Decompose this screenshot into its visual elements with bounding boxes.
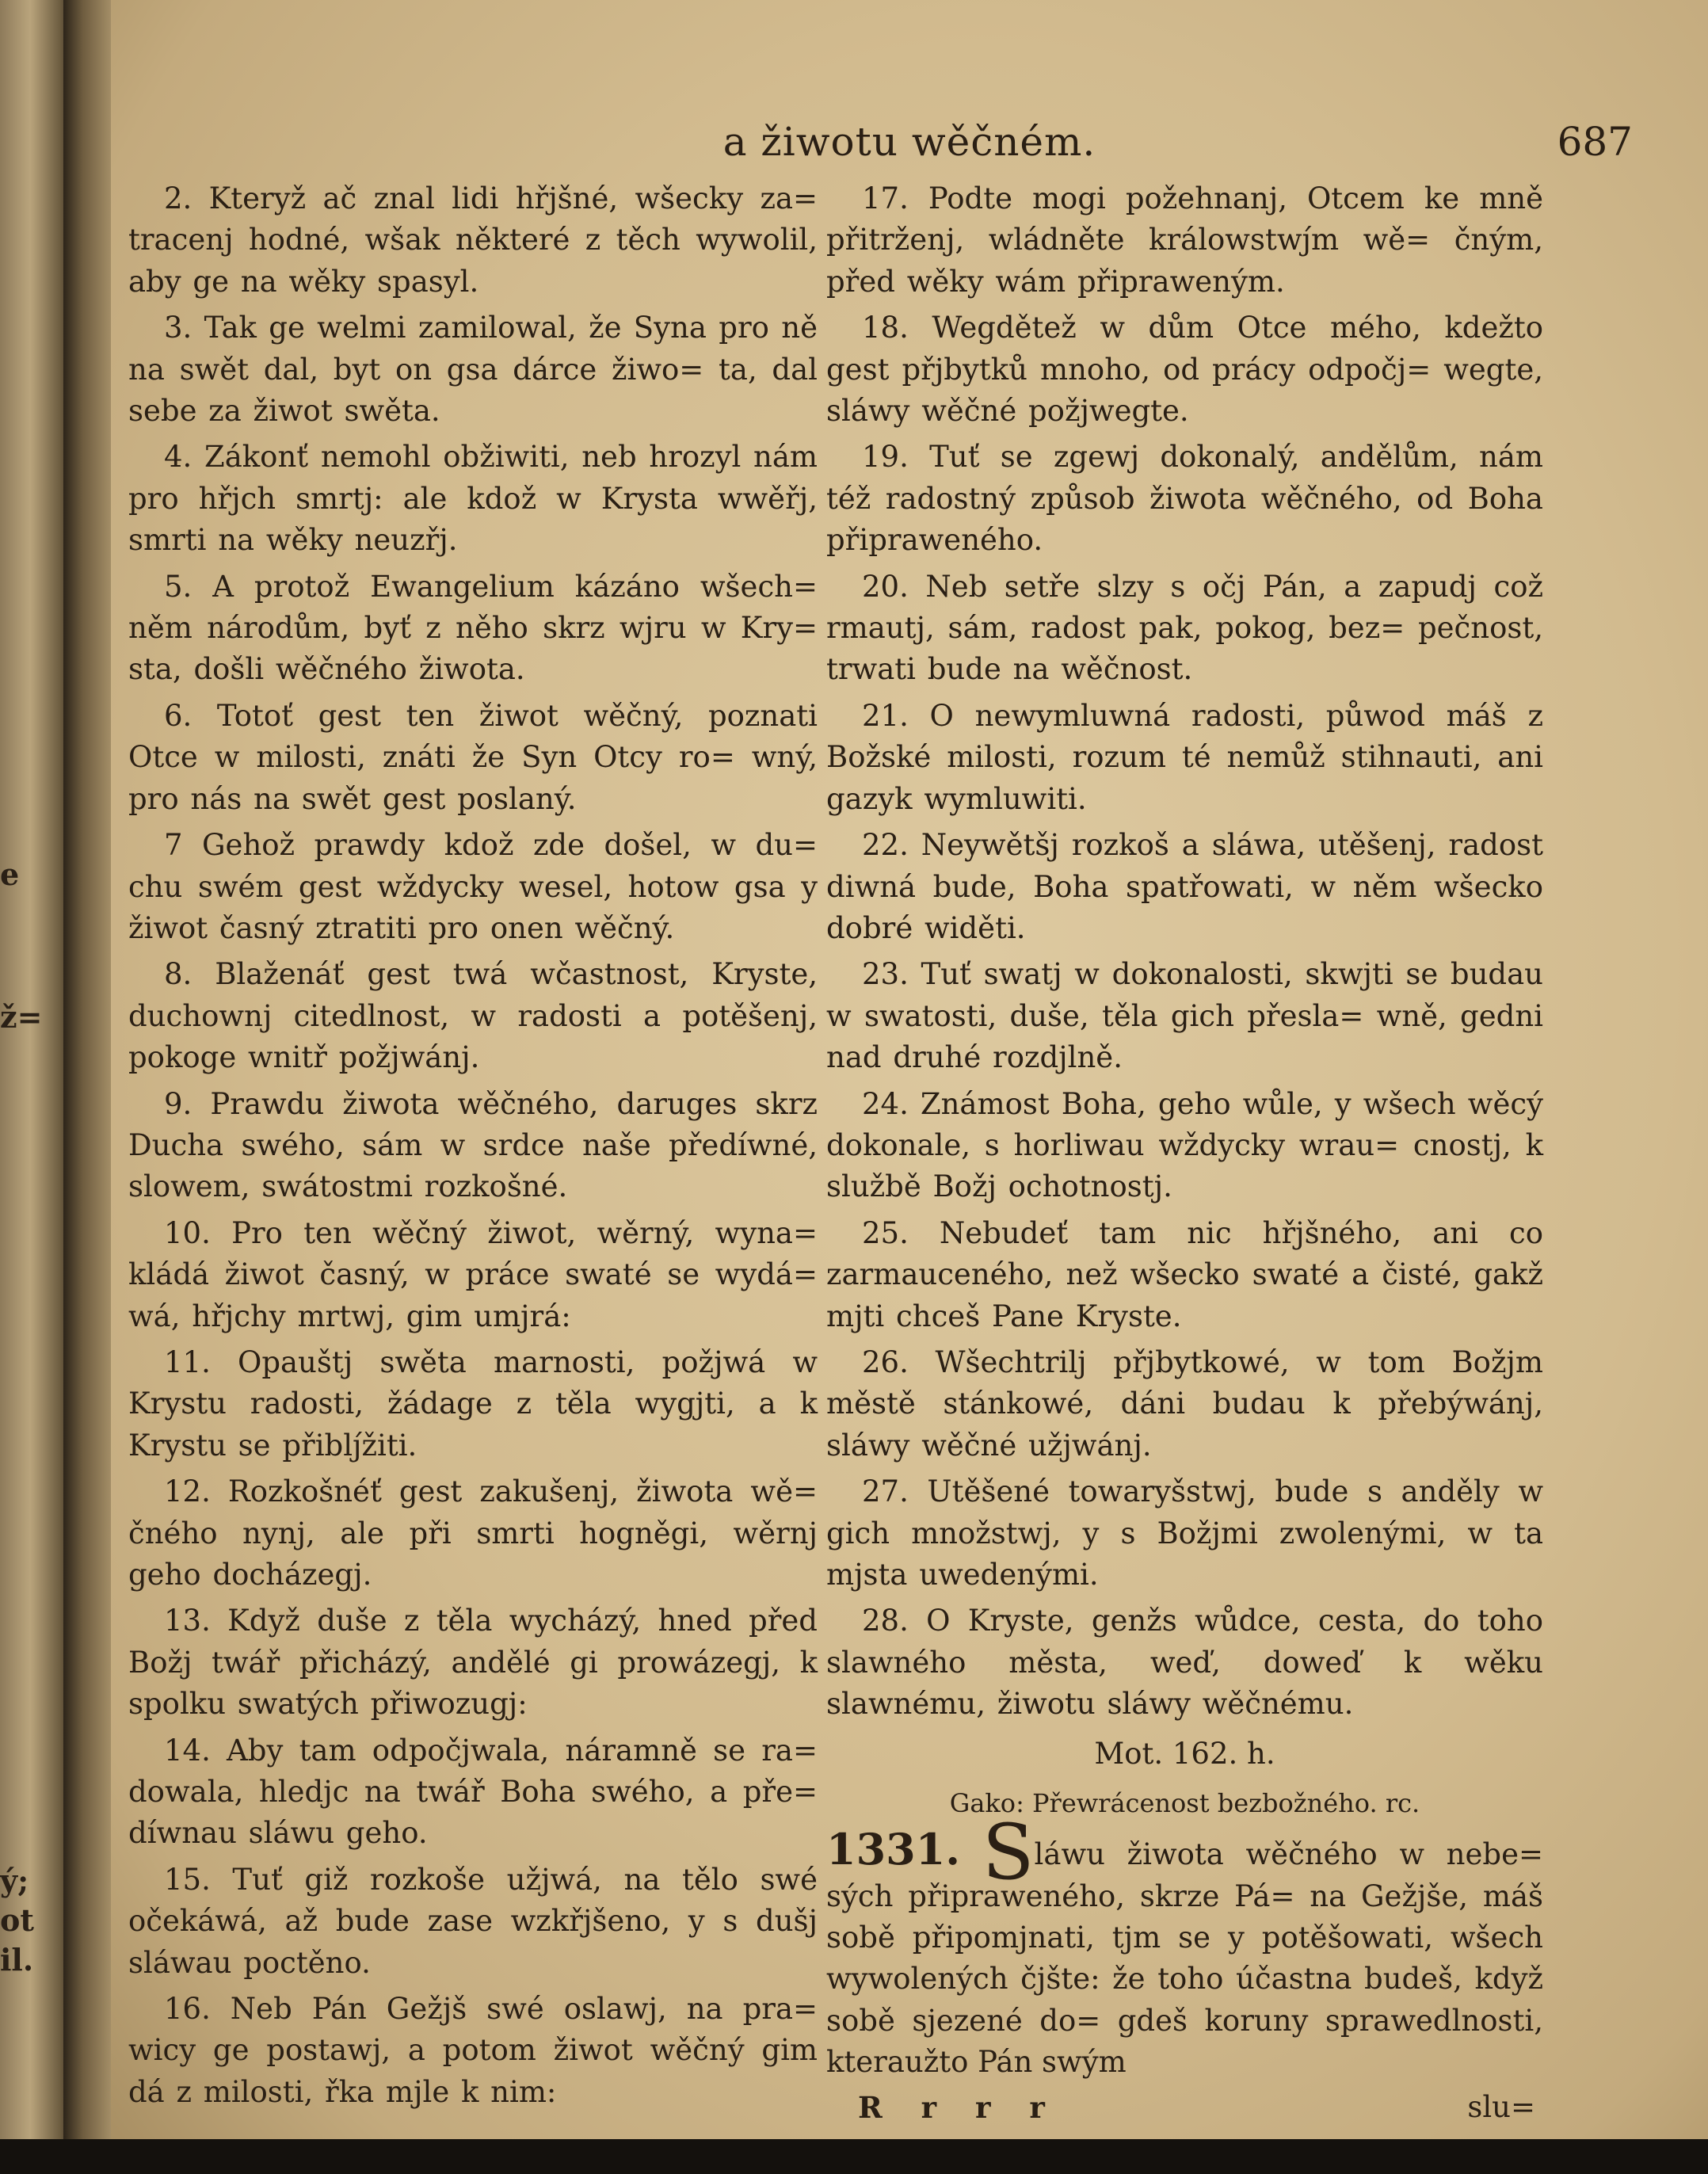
hymn-number: 1331. xyxy=(826,1823,961,1875)
verse: 12. Rozkošnéť gest zakušenj, žiwota wě= čného nynj, ale při smrti hogněgi, wěrnj geho docházegj. xyxy=(128,1474,818,1592)
margin-fragment: il. xyxy=(0,1942,34,1978)
verse: 22. Neywětšj rozkoš a sláwa, utěšenj, radost diwná bude, Boha spatřowati, w něm wšecko dobré widěti. xyxy=(826,828,1543,945)
verse: 20. Neb setře slzy s očj Pán, a zapudj což rmautj, sám, radost pak, pokog, bez= pečnost, trwati bude na wěčnost. xyxy=(826,569,1543,687)
left-column xyxy=(128,178,818,2118)
verse: 5. A protož Ewangelium kázáno wšech= něm národům, byť z něho skrz wjru w Kry= sta, došli wěčného žiwota. xyxy=(128,569,818,687)
verse: 10. Pro ten wěčný žiwot, wěrný, wyna= kládá žiwot časný, w práce swaté se wydá= wá, hřjchy mrtwj, gim umjrá: xyxy=(128,1215,818,1333)
signature-mark: R r r r xyxy=(858,2089,1059,2125)
scan-background xyxy=(0,2139,1708,2174)
book-page xyxy=(111,0,1708,2139)
running-title: a žiwotu wěčném. xyxy=(722,119,1096,165)
page-number: 687 xyxy=(1557,119,1633,165)
verse: 17. Podte mogi požehnanj, Otcem ke mně přitrženj, wládněte králowstwj́m wě= čným, před wěky wám připraweným. xyxy=(826,181,1543,299)
verse: 23. Tuť swatj w dokonalosti, skwjti se budau w swatosti, duše, těla gich přesla= wně, gedni nad druhé rozdjlně. xyxy=(826,957,1543,1075)
verse: 9. Prawdu žiwota wěčného, daruges skrz Ducha swého, sám w srdce naše předíwné, slowem, swátostmi rozkošné. xyxy=(128,1086,818,1204)
margin-fragment: e xyxy=(0,856,20,892)
verse: 27. Utěšené towaryšstwj, bude s anděly w gich množstwj, y s Božjmi zwolenými, w ta mjsta uwedenými. xyxy=(826,1474,1543,1592)
verse: 28. O Kryste, genžs wůdce, cesta, do toho slawného města, weď, doweď k wěku slawnému, žiwotu sláwy wěčnému. xyxy=(826,1604,1543,1722)
verse: 18. Wegdětež w dům Otce mého, kdežto gest přjbytků mnoho, od prácy odpočj= wegte, sláwy wěčné požjwegte. xyxy=(826,311,1543,429)
margin-fragment: ý; xyxy=(0,1863,29,1898)
verse: 19. Tuť se zgewj dokonalý, andělům, nám též radostný způsob žiwota wěčného, od Boha připraweného. xyxy=(826,440,1543,558)
verse: 3. Tak ge welmi zamilowal, že Syna pro ně na swět dal, byt on gsa dárce žiwo= ta, dal sebe za žiwot swěta. xyxy=(128,311,818,429)
running-header xyxy=(111,111,1708,166)
verse: 11. Opauštj swěta marnosti, požjwá w Krystu radosti, žádage z těla wygjti, a k Krystu se přiblj́žiti. xyxy=(128,1344,818,1463)
verse: 15. Tuť giž rozkoše užjwá, na tělo swé očekáwá, až bude zase wzkřjšeno, y s dušj sláwau poctěno. xyxy=(128,1862,818,1980)
hymn-start xyxy=(826,1807,1543,2084)
drop-cap: S xyxy=(982,1807,1035,1897)
melody-reference: Mot. 162. h. xyxy=(1094,1736,1275,1771)
verse: 26. Wšechtrilj přjbytkowé, w tom Božjm městě stánkowé, dáni budau k přebýwánj, sláwy wěčné užjwánj. xyxy=(826,1344,1543,1463)
verse: 6. Totoť gest ten žiwot wěčný, poznati Otce w milosti, znáti že Syn Otcy ro= wný, pro nás na swět gest poslaný. xyxy=(128,698,818,816)
verse: 4. Zákonť nemohl obžiwiti, neb hrozyl nám pro hřjch smrtj: ale kdož w Krysta wwěřj, smrti na wěky neuzřj. xyxy=(128,440,818,558)
tune-reference: Gako: Přewrácenost bezbožného. rc. xyxy=(949,1787,1420,1818)
catchword: slu= xyxy=(1467,2089,1535,2124)
verse: 2. Kteryž ač znal lidi hřjšné, wšecky za= tracenj hodné, wšak některé z těch wywolil, aby ge na wěky spasyl. xyxy=(128,181,818,299)
verse: 21. O newymluwná radosti, půwod máš z Božské milosti, rozum té nemůž stihnauti, ani gazyk wymluwiti. xyxy=(826,698,1543,816)
right-column xyxy=(826,178,1543,2128)
verse: 25. Nebudeť tam nic hřjšného, ani co zarmauceného, než wšecko swaté a čisté, gakž mjti chceš Pane Kryste. xyxy=(826,1215,1543,1333)
page-footer xyxy=(826,2087,1543,2128)
verse: 16. Neb Pán Gežjš swé oslawj, na pra= wicy ge postawj, a potom žiwot wěčný gim dá z milosti, řka mjle k nim: xyxy=(128,1992,818,2109)
verse: 14. Aby tam odpočjwala, náramně se ra= dowala, hledjc na twář Boha swého, a pře= díwnau sláwu geho. xyxy=(128,1733,818,1851)
verse: 13. Když duše z těla wycházý, hned před Božj twář přicházý, andělé gi prowázegj, k spolku swatých přiwozugj: xyxy=(128,1604,818,1722)
verse: 24. Známost Boha, geho wůle, y wšech wěcý dokonale, s horliwau wždycky wrau= cnostj, k službě Božj ochotnostj. xyxy=(826,1086,1543,1204)
hymn-text: láwu žiwota wěčného w nebe= sých připraweného, skrze Pá= na Gežjše, máš sobě připomjnati, tjm se y potěšowati, wšech wywolených čjšte: že toho účastna budeš, když sobě sjezené do= gdeš koruny sprawedlnosti, kteraužto Pán swým xyxy=(826,1836,1543,2080)
margin-fragment: ž= xyxy=(0,999,43,1035)
margin-fragment: ot xyxy=(0,1902,34,1938)
verse: 7 Gehož prawdy kdož zde došel, w du= chu swém gest wždycky wesel, hotow gsa y žiwot časný ztratiti pro onen wěčný. xyxy=(128,828,818,945)
verse: 8. Blaženáť gest twá wčastnost, Kryste, duchownj citedlnost, w radosti a potěšenj, pokoge wnitř požjwánj. xyxy=(128,957,818,1075)
